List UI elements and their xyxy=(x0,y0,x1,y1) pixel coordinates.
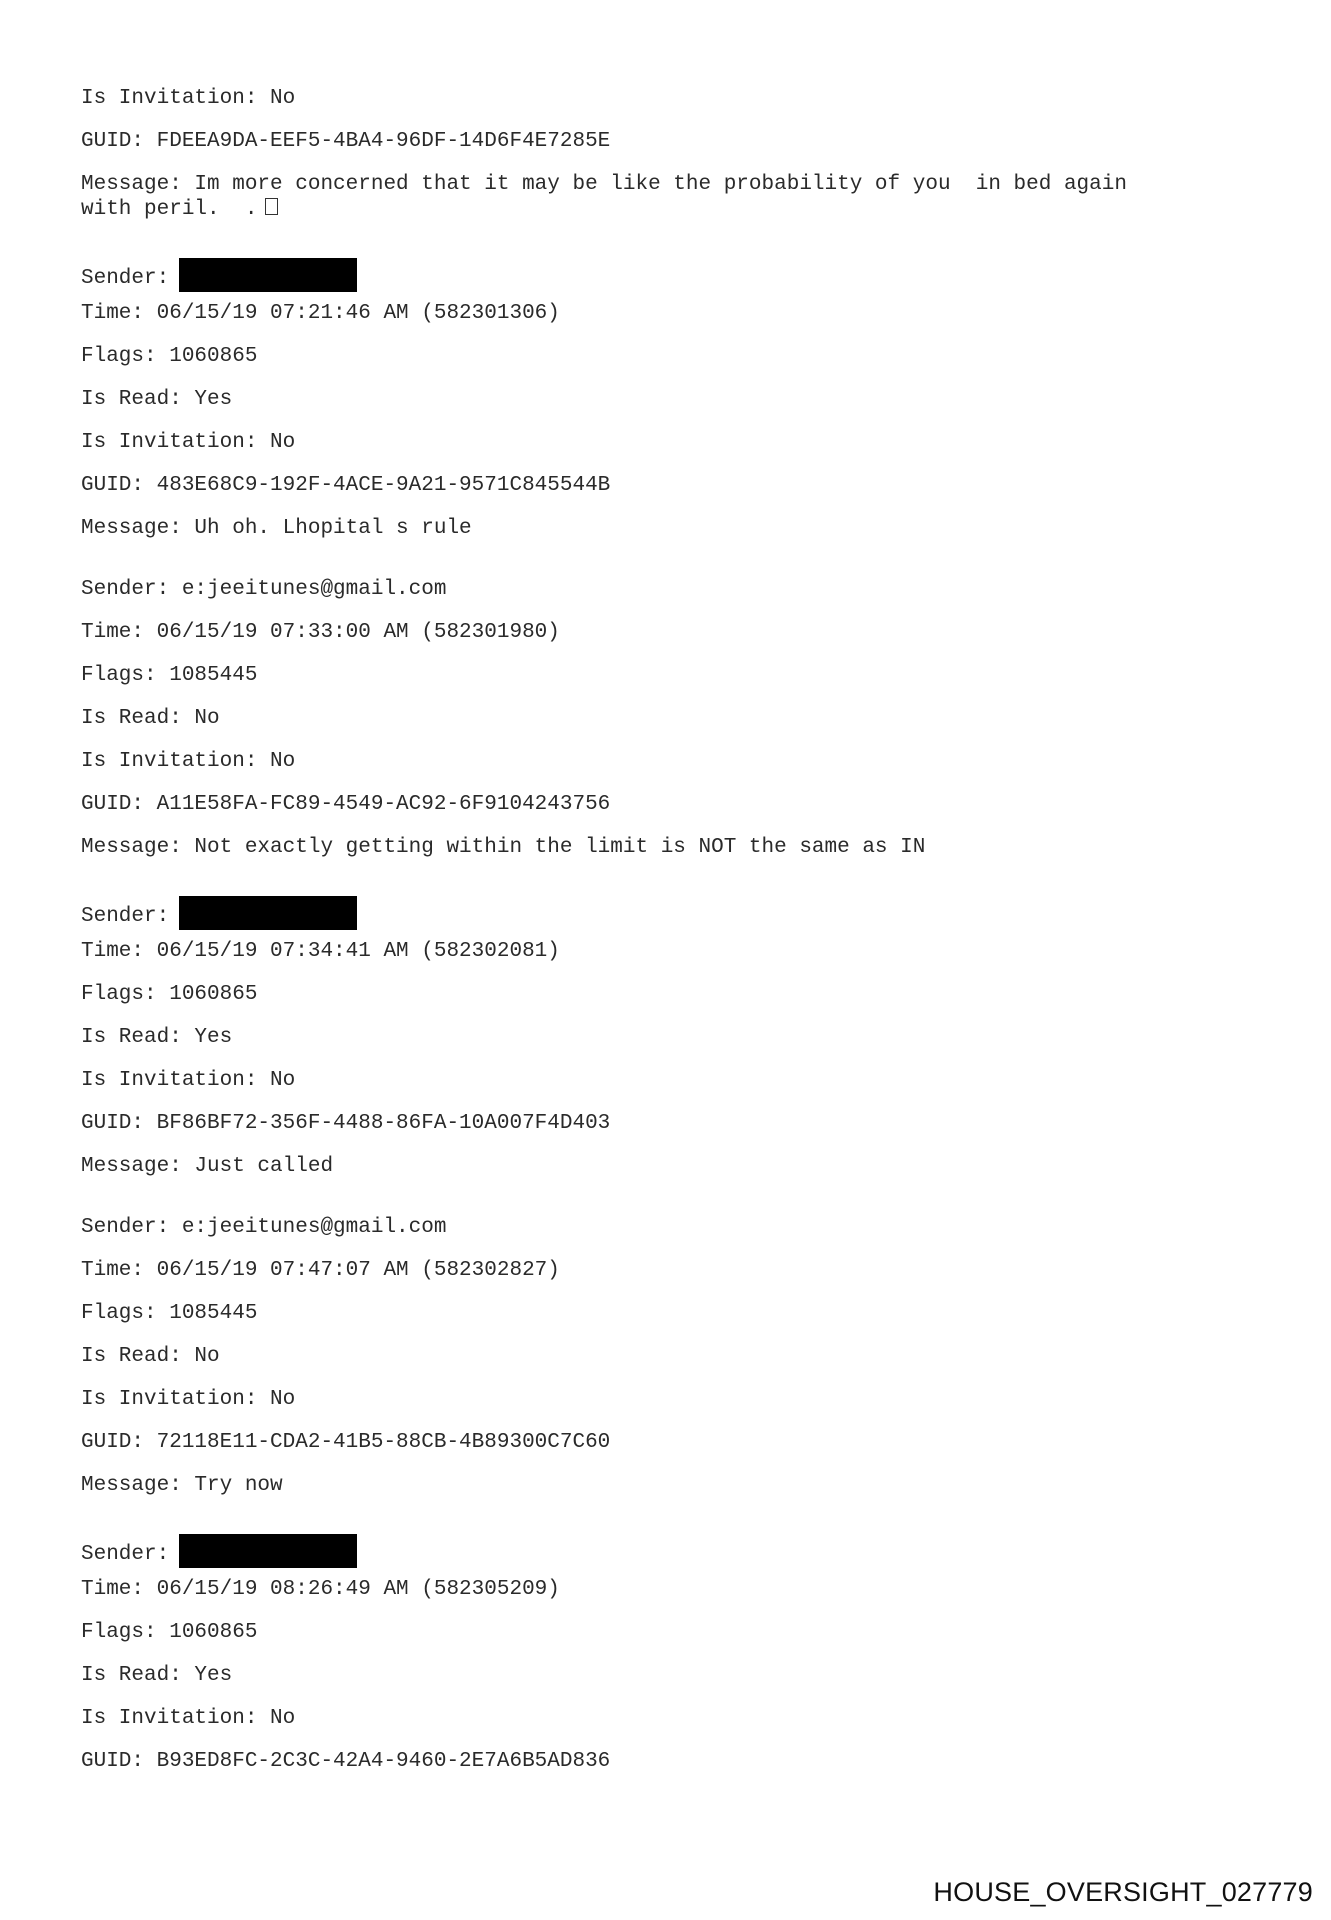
is-invitation-line: Is Invitation: No xyxy=(81,1069,296,1092)
sender-line xyxy=(81,258,1251,301)
record xyxy=(81,258,1251,541)
record xyxy=(81,577,1251,860)
message-log xyxy=(81,86,1251,1792)
guid-line: GUID: 483E68C9-192F-4ACE-9A21-9571C845544B xyxy=(81,474,611,497)
bates-number: HOUSE_OVERSIGHT_027779 xyxy=(933,1877,1313,1907)
sender-line: Sender: e:jeeitunes@gmail.com xyxy=(81,1216,447,1239)
flags-line: Flags: 1085445 xyxy=(81,664,258,687)
message-line: Message: Not exactly getting within the limit is NOT the same as IN xyxy=(81,836,926,859)
time-line: Time: 06/15/19 07:33:00 AM (582301980) xyxy=(81,621,560,644)
time-line: Time: 06/15/19 08:26:49 AM (582305209) xyxy=(81,1578,560,1601)
is-read-line: Is Read: No xyxy=(81,707,220,730)
unrendered-glyph-icon xyxy=(265,198,278,215)
is-invitation-line: Is Invitation: No xyxy=(81,1388,296,1411)
sender-label: Sender: xyxy=(81,267,170,290)
guid-line: GUID: 72118E11-CDA2-41B5-88CB-4B89300C7C60 xyxy=(81,1431,611,1454)
time-line: Time: 06/15/19 07:34:41 AM (582302081) xyxy=(81,940,560,963)
message-line: Message: Just called xyxy=(81,1155,334,1178)
message-text: Message: Im more concerned that it may be like the probability of you in bed again with peril. . xyxy=(81,173,1127,221)
message-line: Message: Uh oh. Lhopital s rule xyxy=(81,517,472,540)
guid-line: GUID: B93ED8FC-2C3C-42A4-9460-2E7A6B5AD836 xyxy=(81,1750,611,1773)
is-read-line: Is Read: No xyxy=(81,1345,220,1368)
redaction-box xyxy=(179,258,357,292)
guid-line: GUID: BF86BF72-356F-4488-86FA-10A007F4D403 xyxy=(81,1112,611,1135)
message-line: Message: Try now xyxy=(81,1474,283,1497)
is-read-line: Is Read: Yes xyxy=(81,1664,233,1687)
flags-line: Flags: 1060865 xyxy=(81,983,258,1006)
time-line: Time: 06/15/19 07:21:46 AM (582301306) xyxy=(81,302,560,325)
record xyxy=(81,1534,1251,1792)
is-invitation-line: Is Invitation: No xyxy=(81,750,296,773)
flags-line: Flags: 1085445 xyxy=(81,1302,258,1325)
is-invitation-line: Is Invitation: No xyxy=(81,1707,296,1730)
record xyxy=(81,896,1251,1179)
flags-line: Flags: 1060865 xyxy=(81,345,258,368)
redaction-box xyxy=(179,896,357,930)
redaction-box xyxy=(179,1534,357,1568)
time-line: Time: 06/15/19 07:47:07 AM (582302827) xyxy=(81,1259,560,1282)
is-read-line: Is Read: Yes xyxy=(81,388,233,411)
sender-label: Sender: xyxy=(81,905,170,928)
sender-line xyxy=(81,896,1251,939)
guid-line: GUID: FDEEA9DA-EEF5-4BA4-96DF-14D6F4E7285E xyxy=(81,130,611,153)
flags-line: Flags: 1060865 xyxy=(81,1621,258,1644)
record-partial xyxy=(81,86,1251,222)
message-line xyxy=(81,172,1211,222)
sender-label: Sender: xyxy=(81,1543,170,1566)
guid-line: GUID: A11E58FA-FC89-4549-AC92-6F9104243756 xyxy=(81,793,611,816)
sender-line xyxy=(81,1534,1251,1577)
sender-line: Sender: e:jeeitunes@gmail.com xyxy=(81,578,447,601)
is-invitation-line: Is Invitation: No xyxy=(81,431,296,454)
is-read-line: Is Read: Yes xyxy=(81,1026,233,1049)
is-invitation-line: Is Invitation: No xyxy=(81,87,296,110)
record xyxy=(81,1215,1251,1498)
